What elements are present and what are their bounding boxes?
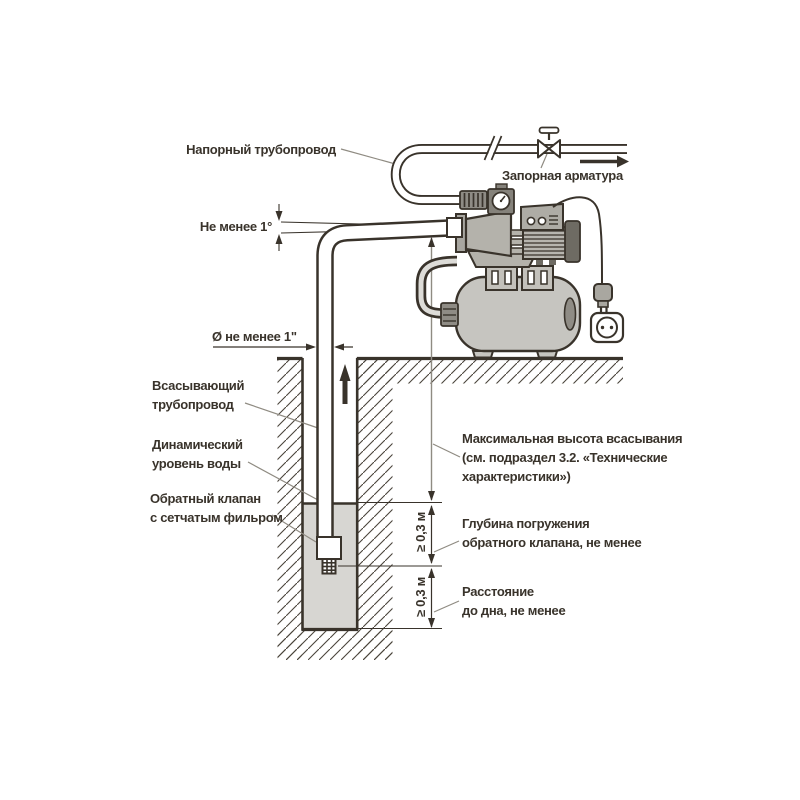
- pressure-gauge: [493, 193, 510, 210]
- terminal-box: [521, 204, 563, 230]
- label-dynamic-level-1: Динамический: [152, 437, 243, 452]
- pressure-tank: [441, 266, 580, 358]
- label-bottom-distance-1: Расстояние: [462, 584, 534, 599]
- label-immersion-depth-1: Глубина погружения: [462, 516, 590, 531]
- outlet-fitting: [460, 184, 514, 214]
- tank-end-cap: [565, 298, 576, 330]
- label-check-valve-2: с сетчатым фильром: [150, 510, 283, 525]
- label-max-suction-1: Максимальная высота всасывания: [462, 431, 683, 446]
- inlet-collar: [447, 218, 462, 237]
- tank-inlet-fitting: [441, 303, 458, 326]
- dim-bottom-value: ≥ 0,3 м: [413, 577, 428, 617]
- label-pressure-pipe: Напорный трубопровод: [186, 142, 336, 157]
- wall-socket: [591, 313, 623, 342]
- flow-up-arrow: [340, 364, 351, 404]
- label-dynamic-level-2: уровень воды: [152, 456, 241, 471]
- label-suction-pipe-1: Всасывающий: [152, 378, 245, 393]
- motor-end-cap: [565, 221, 580, 262]
- label-max-suction-2: (см. подраздел 3.2. «Технические: [462, 450, 668, 465]
- label-min-slope: Не менее 1°: [199, 219, 272, 234]
- label-bottom-distance-2: до дна, не менее: [462, 603, 566, 618]
- power-plug: [594, 284, 612, 314]
- flow-direction-arrow: [580, 156, 629, 168]
- label-check-valve-1: Обратный клапан: [150, 491, 261, 506]
- label-suction-pipe-2: трубопровод: [152, 397, 234, 412]
- pump-housing: [466, 211, 511, 256]
- dim-immersion-value: ≥ 0,3 м: [413, 512, 428, 552]
- label-max-suction-3: характеристики»): [462, 469, 571, 484]
- union-nut: [460, 191, 487, 209]
- label-immersion-depth-2: обратного клапана, не менее: [462, 535, 642, 550]
- valve-handle: [540, 128, 559, 134]
- label-shutoff-valve: Запорная арматура: [502, 168, 623, 183]
- label-min-diameter: Ø не менее 1": [212, 329, 297, 344]
